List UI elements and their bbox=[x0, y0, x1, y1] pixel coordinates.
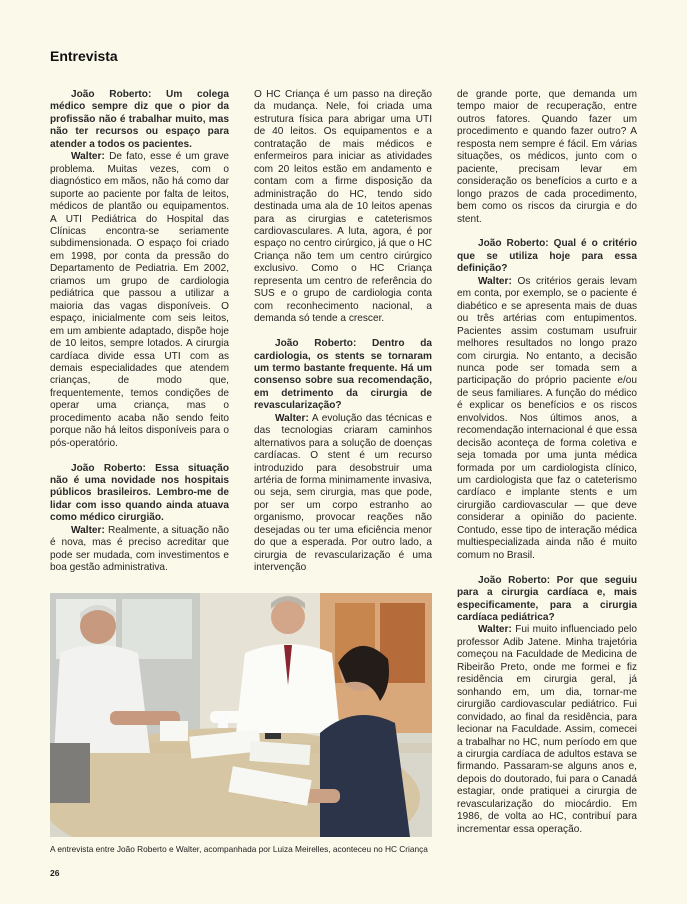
interview-answer bbox=[50, 525, 229, 575]
text-column-1 bbox=[50, 89, 229, 575]
interview-question: João Roberto: Essa situação não é uma novidade nos hospitais públicos brasileiros. Lembro-me de lidar com isso quando ainda atuava como médico cirurgião. bbox=[50, 462, 229, 524]
page-number: 26 bbox=[50, 868, 60, 878]
interview-photo-illustration bbox=[50, 593, 432, 837]
speaker-label: Walter: bbox=[71, 524, 105, 536]
text-column-2 bbox=[254, 89, 432, 575]
answer-text: De fato, esse é um grave problema. Muitas vezes, com o diagnóstico em mãos, não há como dar suporte ao paciente por falta de leitos, médicos de plantão ou equipamentos. A UTI Pediátrica do Hospital das Clínicas encontra-se seriamente subdimensionada. O espaço foi criado em 1998, por conta da pressão do Departamento de Pediatria. Em 2002, criamos um grupo de cardiologia pediátrica que passou a utilizar a maioria das vagas disponíveis. O espaço, inicialmente com seis leitos, em um ambiente adaptado, dispõe hoje de 10 leitos, sempre lotados. A cirurgia cardíaca divide essa UTI com as demais especialidades que atendem crianças, de modo que, frequentemente, temos condições de operar uma criança, mas o procedimento acaba não sendo feito porque não há leitos disponíveis para o pós-operatório. bbox=[50, 151, 229, 449]
interview-question: João Roberto: Um colega médico sempre diz que o pior da profissão não é trabalhar muito, mas não ter recursos ou espaço para atender a todos os pacientes. bbox=[50, 89, 229, 150]
speaker-label: Walter: bbox=[478, 624, 512, 636]
text-column-3 bbox=[457, 89, 637, 836]
interview-answer bbox=[254, 413, 432, 575]
interview-question: João Roberto: Dentro da cardiologia, os stents se tornaram um termo bastante frequente. Há um consenso sobre sua recomendação, em detrimento da cirurgia de revascularização? bbox=[254, 338, 432, 412]
answer-text: Os critérios gerais levam em conta, por exemplo, se o paciente é diabético e se apresenta mais de duas ou três artérias com entupimentos. Pacientes assim costumam usufruir melhores resultados no longo prazo com cirurgia. No entanto, a decisão nunca pode ser tomada sem a participação do próprio paciente e/ou de seus familiares. A função do médico é explicar os benefícios e os riscos envolvidos. Nos últimos anos, a recomendação internacional é que essa decisão aconteça de forma coletiva e seja tomada por uma junta médica formada por um cardiologista clínico, um cardiologista que faz o cateterismo cardíaco e implante stents e um cirurgião cardiovascular — que deve considerar a opinião do paciente. Contudo, esse tipo de interação médica multiespecializada ainda não é muito comum no Brasil. bbox=[457, 275, 637, 561]
answer-continuation: de grande porte, que demanda um tempo maior de recuperação, entre outros fatores. Quando fazer um procedimento e quando fazer outro? A resposta nem sempre é fácil. Em várias situações, os médicos, junto com o paciente, precisam levar em consideração os benefícios a curto e a longo prazos de cada procedimento, bem como os riscos da cirurgia e do stent. bbox=[457, 89, 637, 225]
answer-text: A evolução das técnicas e das tecnologias criaram caminhos alternativos para a solução de doenças cardíacas. O stent é um recurso introduzido para desobstruir uma artéria de forma minimamente invasiva, ou seja, sem cirurgia, mas que pode, por ser um corpo estranho ao organismo, provocar reações não desejadas ou ter uma eficiência menor do que a esperada. Por outro lado, a cirurgia de revascularização é uma intervenção bbox=[254, 412, 432, 574]
speaker-label: Walter: bbox=[71, 151, 105, 163]
interview-photo bbox=[50, 593, 432, 837]
answer-text: Fui muito influenciado pelo professor Adib Jatene. Minha trajetória começou na Faculdade de Medicina de Ribeirão Preto, onde me formei e fiz residência em cirurgia geral, já sonhando em, um dia, tornar-me cirurgião cardiovascular pediátrico. Fui convidado, ao final da residência, para lecionar na Faculdade. Assim, comecei a trabalhar no HC, num período em que a cirurgia cardíaca de adultos estava se firmando. Passaram-se alguns anos e, depois do doutorado, fui para o Canadá estagiar, onde pratiquei a cirurgia de revascularização do miocárdio. Em 1986, de volta ao HC, contribuí para incrementar essa operação. bbox=[457, 624, 637, 835]
answer-text: Realmente, a situação não é nova, mas é preciso acreditar que pode ser mudada, com investimentos e boa gestão administrativa. bbox=[50, 524, 229, 574]
photo-caption: A entrevista entre João Roberto e Walter, acompanhada por Luiza Meirelles, aconteceu no HC Criança bbox=[50, 844, 428, 854]
interview-answer bbox=[457, 624, 637, 836]
speaker-label: Walter: bbox=[275, 412, 309, 424]
section-title: Entrevista bbox=[50, 48, 118, 64]
interview-answer bbox=[50, 151, 229, 450]
interview-answer bbox=[457, 276, 637, 562]
interview-question: João Roberto: Por que seguiu para a cirurgia cardíaca e, mais especificamente, para a cirurgia cardíaca pediátrica? bbox=[457, 574, 637, 623]
interview-question: João Roberto: Qual é o critério que se utiliza hoje para essa definição? bbox=[457, 238, 637, 275]
answer-continuation: O HC Criança é um passo na direção da mudança. Nele, foi criada uma estrutura física para abrigar uma UTI de 40 leitos. Os equipamentos e a contratação de mais médicos e enfermeiros para iniciar as atividades com 20 leitos estão em andamento e contam com a firme disposição da administração do HC, tendo sido destinada uma ala de 10 leitos apenas para as cirurgias e cateterismos cardiovasculares. A luta, agora, é por espaço no centro cirúrgico, já que o HC Criança não tem um centro cirúrgico exclusivo. Como o HC Criança representa um centro de referência do SUS e o grupo de cardiologia conta com reconhecimento nacional, a demanda só tende a crescer. bbox=[254, 89, 432, 325]
speaker-label: Walter: bbox=[478, 275, 512, 287]
